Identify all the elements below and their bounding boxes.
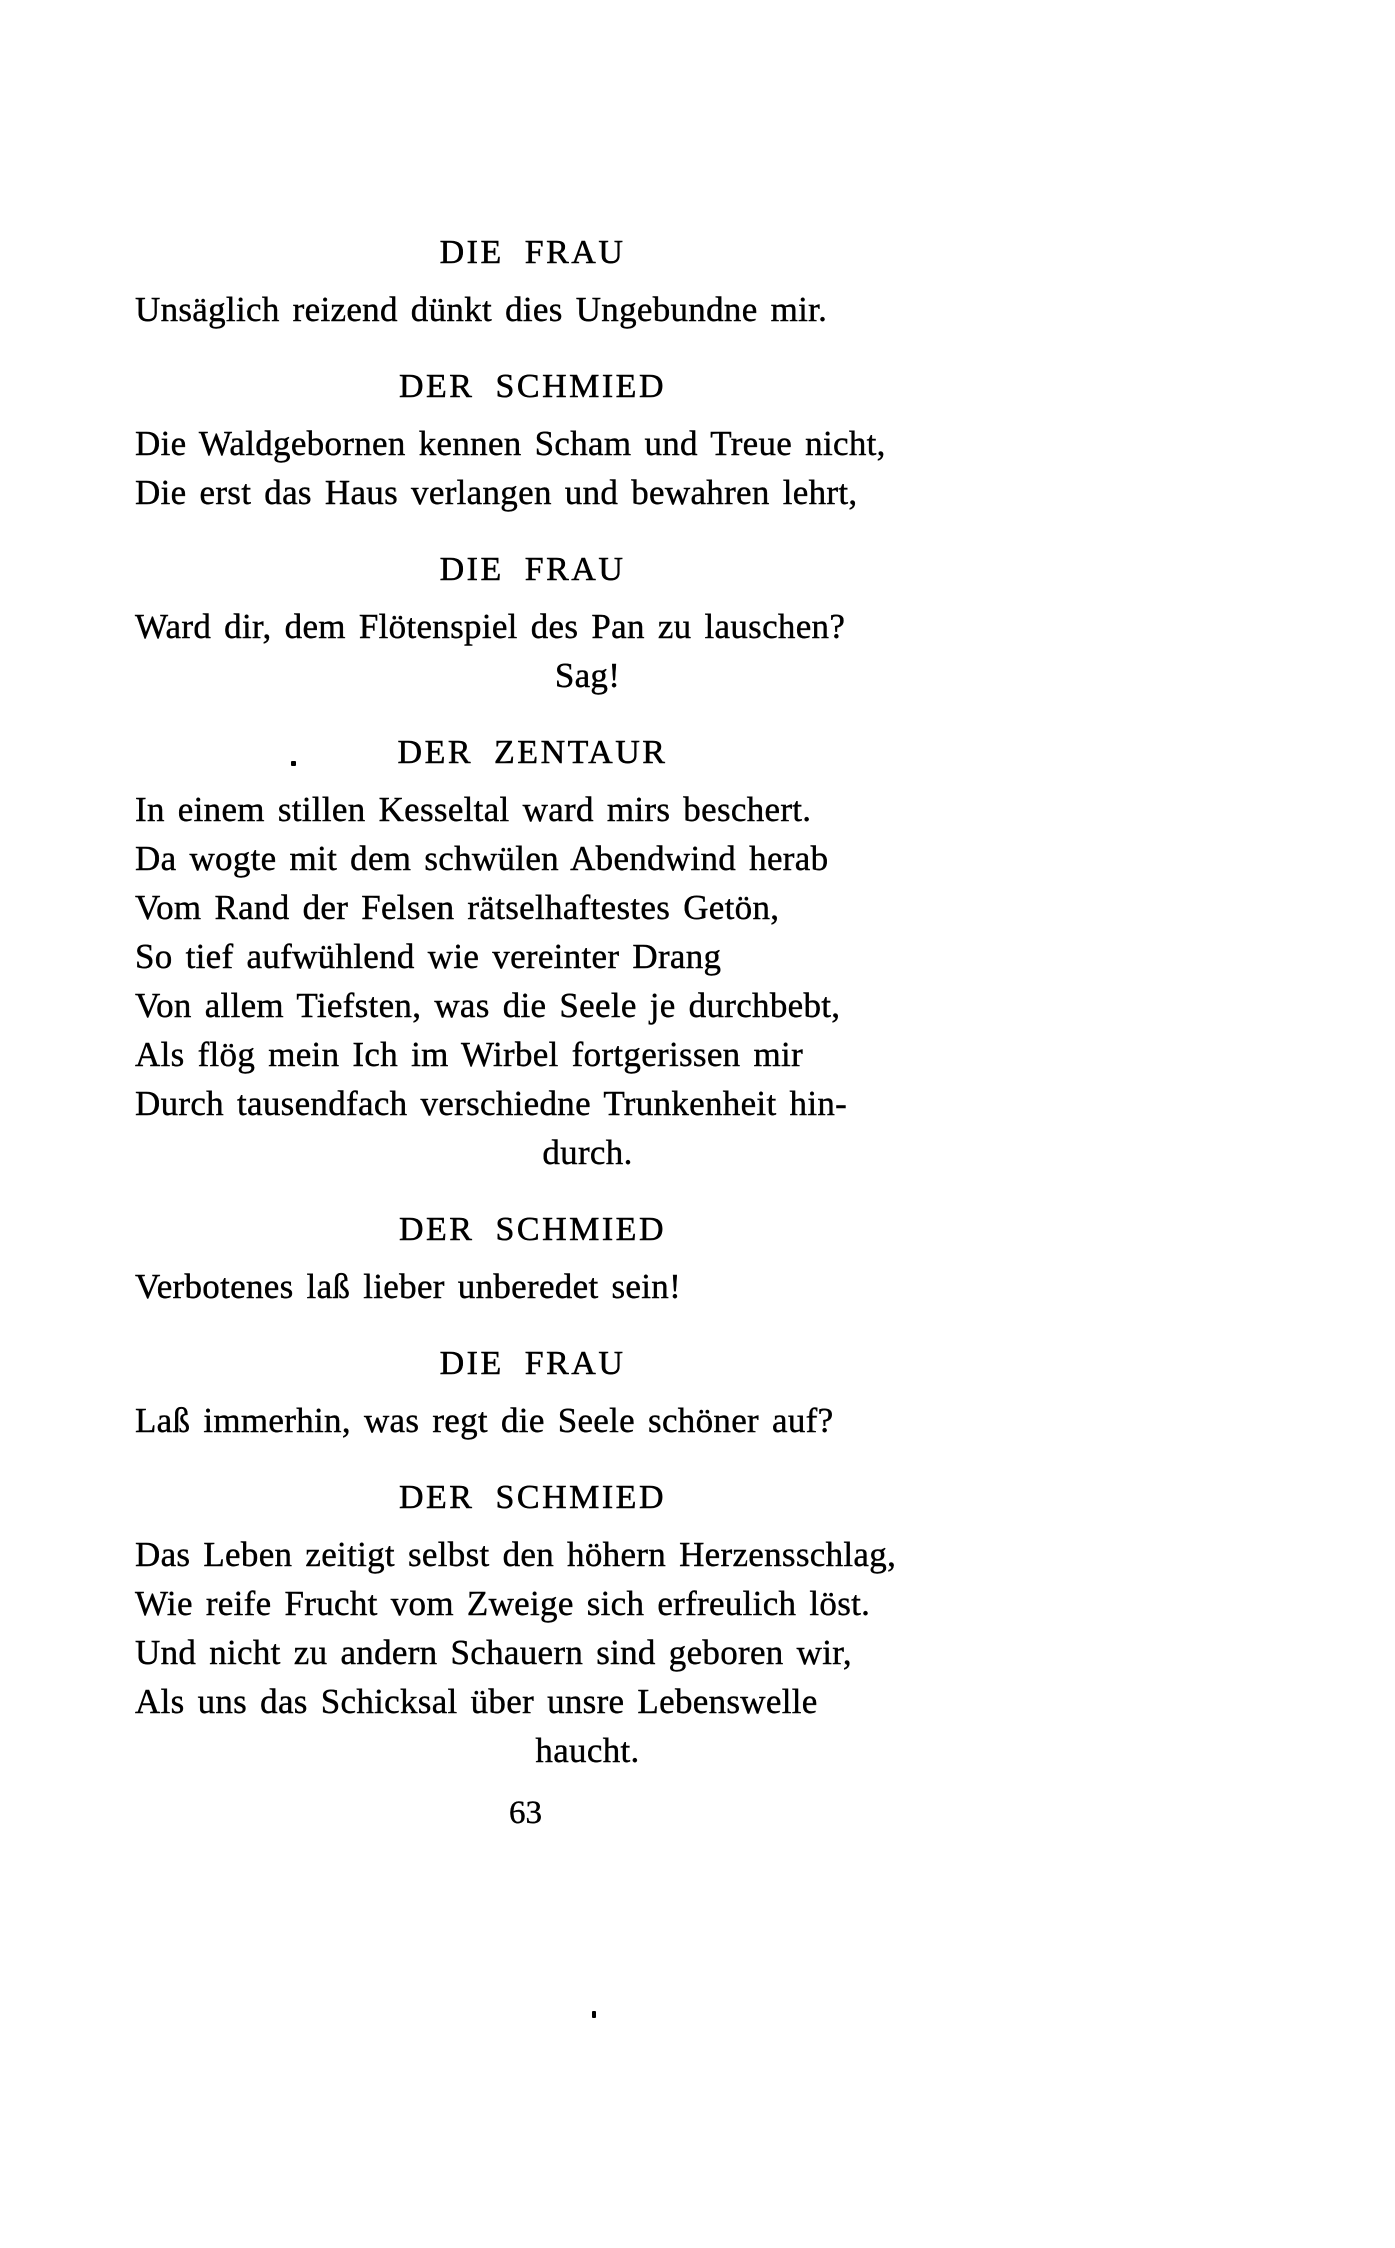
- verse-line: Und nicht zu andern Schauern sind geboren wir,: [135, 1633, 852, 1672]
- verse-line: Wie reife Frucht vom Zweige sich erfreulich löst.: [135, 1584, 871, 1623]
- speech: [135, 1339, 930, 1445]
- verse-line: In einem stillen Kesseltal ward mirs beschert.: [135, 790, 812, 829]
- verse-line-continuation: Sag!: [554, 656, 621, 695]
- verse-line: Das Leben zeitigt selbst den höhern Herzensschlag,: [135, 1535, 897, 1574]
- verse-line-continuation: haucht.: [535, 1731, 640, 1770]
- verse-line: Vom Rand der Felsen rätselhaftestes Getön,: [135, 888, 780, 927]
- speech: [135, 728, 930, 1177]
- verse-line: Von allem Tiefsten, was die Seele je durchbebt,: [135, 986, 841, 1025]
- verse-line: Die erst das Haus verlangen und bewahren lehrt,: [135, 473, 858, 512]
- verse-line: Laß immerhin, was regt die Seele schöner auf?: [135, 1401, 834, 1440]
- verse-line: Durch tausendfach verschiedne Trunkenheit hin-: [135, 1084, 848, 1123]
- verse-line: So tief aufwühlend wie vereinter Drang: [135, 937, 722, 976]
- page-number: 63: [509, 1795, 542, 1831]
- speech: [135, 228, 930, 334]
- speaker-heading: DIE FRAU: [439, 234, 626, 271]
- speaker-heading: DER SCHMIED: [398, 1211, 667, 1248]
- speaker-heading: DIE FRAU: [439, 551, 626, 588]
- text-block: [135, 228, 930, 1833]
- ink-speck: [291, 761, 296, 766]
- speech: [135, 1473, 930, 1775]
- verse-line-continuation: durch.: [542, 1133, 633, 1172]
- speech: [135, 1205, 930, 1311]
- speaker-heading: DER SCHMIED: [398, 1479, 667, 1516]
- verse-line: Da wogte mit dem schwülen Abendwind herab: [135, 839, 829, 878]
- verse-line: Die Waldgebornen kennen Scham und Treue nicht,: [135, 424, 886, 463]
- verse-line: Unsäglich reizend dünkt dies Ungebundne mir.: [135, 290, 828, 329]
- speech: [135, 545, 930, 700]
- verse-line: Als flög mein Ich im Wirbel fortgerissen mir: [135, 1035, 804, 1074]
- speech: [135, 362, 930, 517]
- speaker-heading: DER ZENTAUR: [397, 734, 668, 771]
- speaker-heading: DER SCHMIED: [398, 368, 667, 405]
- speaker-heading: DIE FRAU: [439, 1345, 626, 1382]
- verse-line: Verbotenes laß lieber unberedet sein!: [135, 1267, 682, 1306]
- verse-line: Als uns das Schicksal über unsre Lebenswelle: [135, 1682, 818, 1721]
- verse-line: Ward dir, dem Flötenspiel des Pan zu lauschen?: [135, 607, 846, 646]
- ink-speck: [592, 2011, 596, 2018]
